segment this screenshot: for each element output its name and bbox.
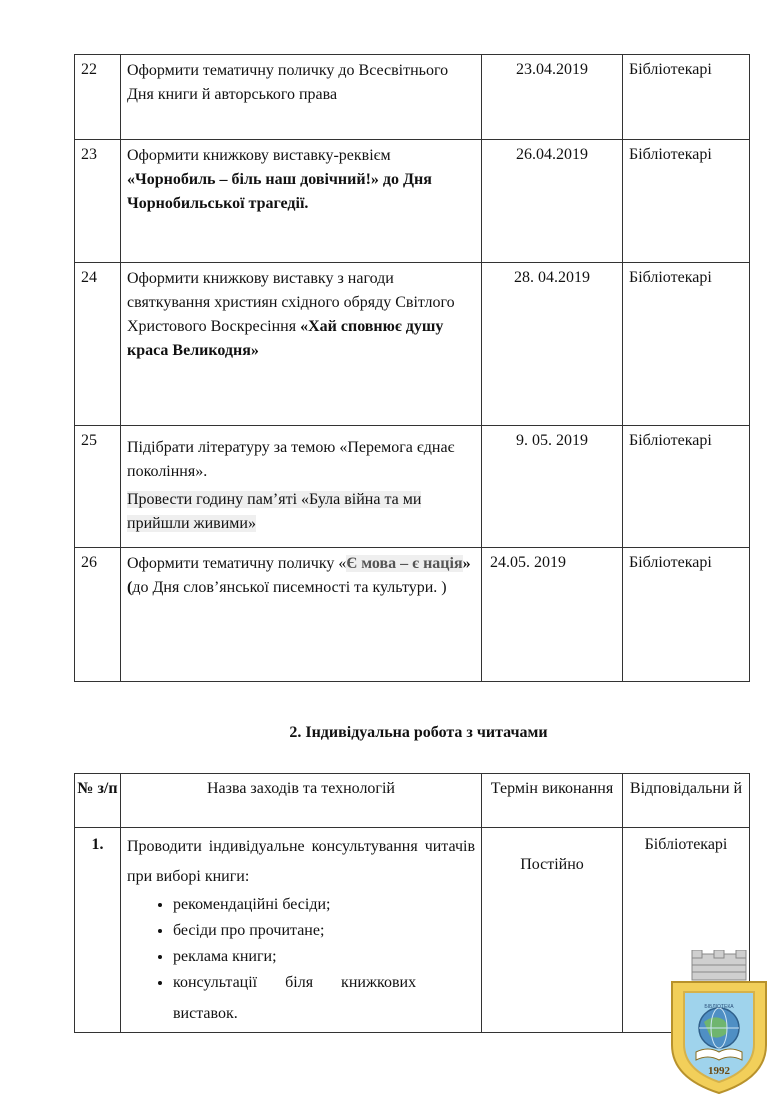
row-intro: Проводити індивідуальне консультування читачів при виборі книги:	[127, 838, 475, 885]
library-emblem-icon	[664, 950, 774, 1095]
event-description: Оформити книжкову виставку з нагоди святкування християн східного обряду Світлого Христового Воскресіння «Хай сповнює душу краса Великодня»	[121, 263, 482, 426]
row-number: 26	[75, 548, 121, 682]
header-name: Назва заходів та технологій	[121, 774, 482, 828]
event-paragraph: Підібрати літературу за темою «Перемога єднає покоління».	[127, 439, 455, 480]
table-row	[75, 426, 750, 548]
header-term: Термін виконання	[482, 774, 623, 828]
table-row	[75, 55, 750, 140]
emblem-label: БІБЛІОТЕКА	[704, 1004, 734, 1010]
event-description	[121, 828, 482, 1033]
events-table	[74, 54, 750, 682]
event-date: 26.04.2019	[482, 140, 623, 263]
row-number: 25	[75, 426, 121, 548]
event-description: Оформити тематичну поличку «Є мова – є нація» (до Дня слов’янської писемності та культури. )	[121, 548, 482, 682]
list-item: • рекомендаційні бесіди;	[173, 892, 475, 918]
event-responsible: Бібліотекарі	[623, 263, 750, 426]
header-row	[75, 774, 750, 828]
header-responsible: Відповідальни й	[623, 774, 750, 828]
row-number: 1.	[75, 828, 121, 1033]
bullet-list	[127, 892, 475, 996]
event-date: 23.04.2019	[482, 55, 623, 140]
list-tail: виставок.	[173, 1005, 238, 1022]
row-number: 24	[75, 263, 121, 426]
table-row	[75, 140, 750, 263]
emblem-year: 1992	[708, 1065, 730, 1077]
event-paragraph: Провести годину пам’яті «Була війна та ми прийшли живими»	[127, 491, 422, 532]
row-number: 23	[75, 140, 121, 263]
list-item: • реклама книги;	[173, 944, 475, 970]
event-date: 9. 05. 2019	[482, 426, 623, 548]
event-term: Постійно	[482, 828, 623, 1033]
event-responsible: Бібліотекарі	[623, 140, 750, 263]
event-responsible: Бібліотекарі	[623, 55, 750, 140]
table-row	[75, 263, 750, 426]
individual-work-table	[74, 773, 750, 1033]
event-description: Оформити книжкову виставку-реквієм «Чорнобиль – біль наш довічний!» до Дня Чорнобильської трагедії.	[121, 140, 482, 263]
list-item: • консультації біля книжкових	[173, 970, 475, 996]
event-description	[121, 426, 482, 548]
row-number: 22	[75, 55, 121, 140]
event-date: 24.05. 2019	[482, 548, 623, 682]
header-number: № з/п	[75, 774, 121, 828]
section-title: 2. Індивідуальна робота з читачами	[289, 724, 548, 741]
table-row	[75, 548, 750, 682]
event-responsible: Бібліотекарі	[623, 548, 750, 682]
list-item: • бесіди про прочитане;	[173, 918, 475, 944]
table-row	[75, 828, 750, 1033]
event-description: Оформити тематичну поличку до Всесвітнього Дня книги й авторського права	[121, 55, 482, 140]
event-date: 28. 04.2019	[482, 263, 623, 426]
event-responsible: Бібліотекарі	[623, 426, 750, 548]
event-responsible: Бібліотекарі	[623, 828, 750, 1033]
